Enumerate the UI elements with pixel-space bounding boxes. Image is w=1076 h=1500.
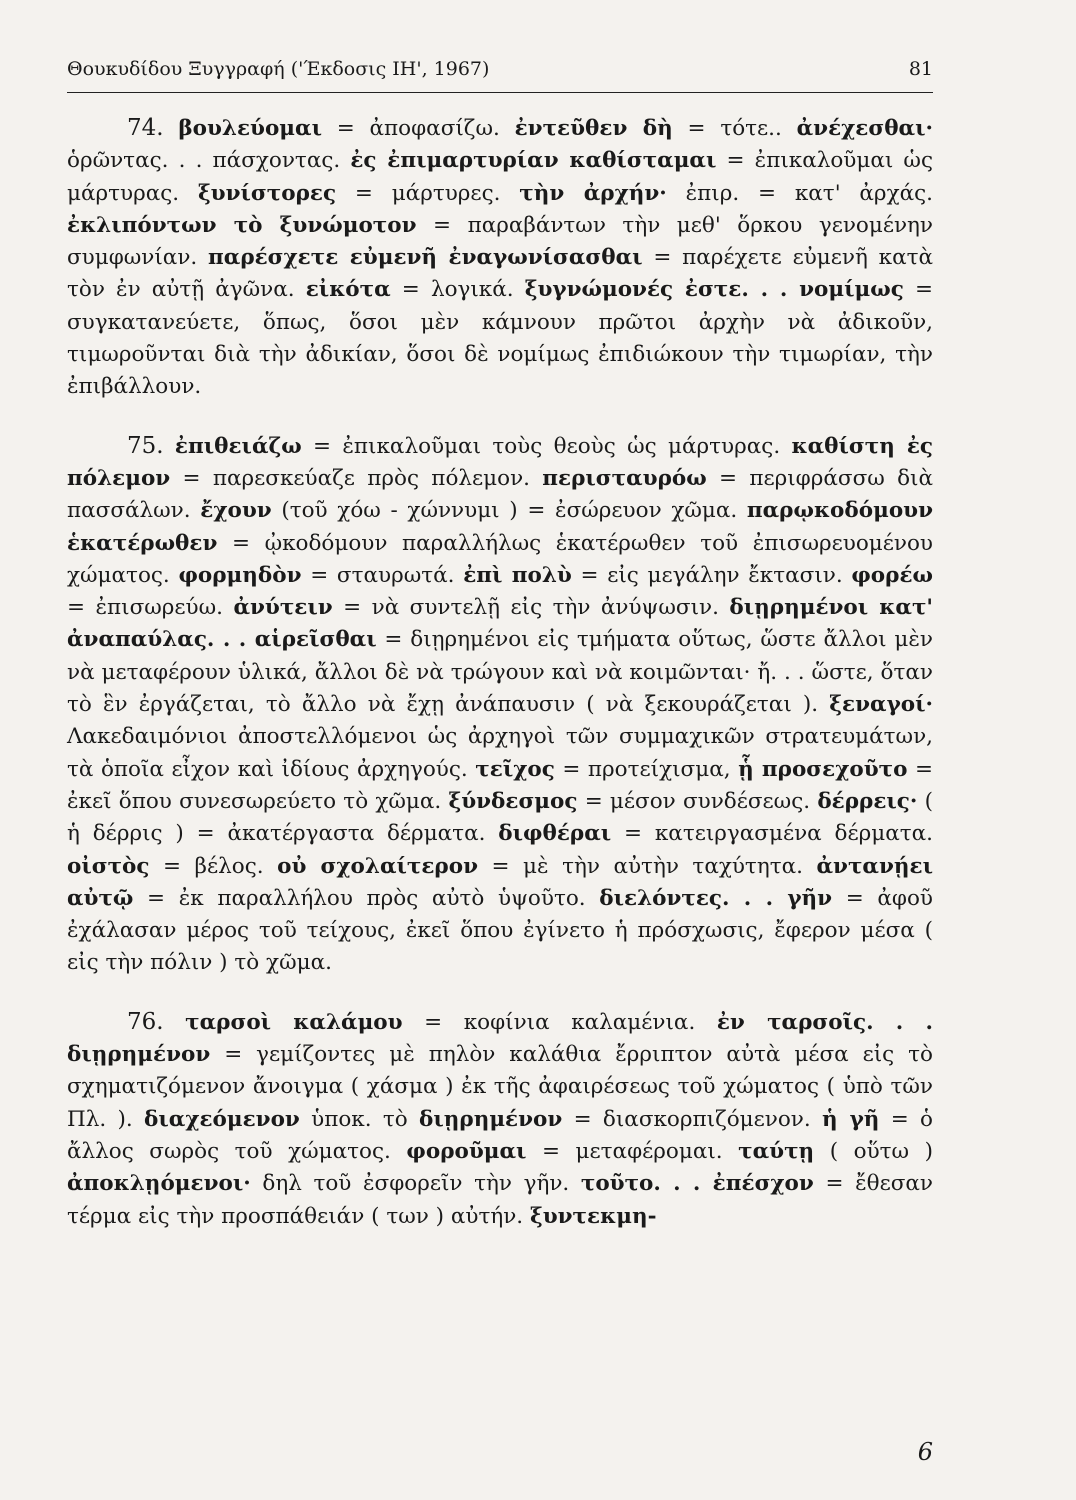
lemma: ἐντεῦθεν δὴ [514, 116, 673, 141]
entry-body [67, 1010, 933, 1229]
lemma: καθίστη ἐς πόλεμον [67, 433, 934, 491]
lemma: ξυνίστορες [197, 180, 337, 206]
lemma: φορμηδὸν [178, 562, 302, 588]
lemma: ἐς ἐπιμαρτυρίαν καθίσταμαι [350, 148, 717, 174]
gloss: = διασκορπιζόμενον. [562, 1106, 823, 1132]
gloss: = ἐκ παραλλήλου πρὸς αὐτὸ ὑψοῦτο. [133, 885, 600, 911]
page-header [67, 58, 933, 80]
gloss: = ὁ ἄλλος σωρὸς τοῦ χώματος. [67, 1106, 933, 1164]
gloss: ( οὕτω ) [814, 1138, 934, 1164]
gloss: = διῃρημένοι εἰς τμήματα οὕτως, ὥστε ἄλλοι μὲν νὰ μεταφέρουν ὑλικά, ἄλλοι δὲ νὰ τρώγουν καὶ νὰ κοιμῶνται· ἤ. . . ὥστε, ὅταν τὸ ἓν ἐργάζεται, τὸ ἄλλο νὰ ἔχῃ ἀνάπαυσιν ( νὰ ξεκουράζεται ). [67, 627, 933, 718]
gloss: = μάρτυρες. [336, 180, 520, 206]
gloss: = μεταφέρομαι. [526, 1138, 739, 1164]
gloss: = παραβάντων τὴν μεθ' ὅρκου γενομένην συμφωνίαν. [67, 212, 933, 271]
gloss [164, 1010, 186, 1035]
entry-74 [67, 112, 933, 404]
lemma: παρέσχετε εὐμενῆ ἐναγωνίσασθαι [208, 245, 643, 271]
lemma: οὐ σχολαίτερον [277, 853, 478, 879]
lemma: ξεναγοί· [829, 692, 933, 718]
lemma: ἐπὶ πολὺ [463, 562, 572, 588]
lemma: ἀνέχεσθαι· [796, 116, 933, 141]
gloss: = συγκατανεύετε, ὅπως, ὅσοι μὲν κάμνουν πρῶτοι ἀρχὴν νὰ ἀδικοῦν, τιμωροῦνται διὰ τὴν ἀδικίαν, ὅσοι δὲ νομίμως ἐπιδιώκουν τὴν τιμωρίαν, τὴν ἐπιβάλλουν. [67, 277, 933, 400]
entry-body [67, 116, 933, 399]
lemma: περισταυρόω [542, 465, 707, 491]
gloss: = σταυρωτά. [301, 562, 464, 588]
page-number: 81 [908, 58, 933, 80]
lemma: διῃρημένον [419, 1106, 563, 1132]
gloss: = κατειργασμένα δέρματα. [611, 821, 933, 847]
gloss: = ἀποφασίζω. [321, 116, 515, 141]
lemma: εἰκότα [305, 277, 391, 303]
gloss: ( ἡ δέρρις ) = ἀκατέργαστα δέρματα. [67, 788, 933, 847]
lemma: ἐπιθειάζω [174, 433, 302, 459]
entry-number: 74. [127, 115, 164, 141]
gloss: = βέλος. [149, 853, 278, 879]
gloss: ὑποκ. τὸ [299, 1106, 420, 1132]
lemma: ξύνδεσμος [448, 788, 578, 814]
entry-number: 76. [127, 1008, 164, 1035]
lemma: τὴν ἀρχήν· [519, 180, 667, 206]
gloss: = ἐπικαλοῦμαι τοὺς θεοὺς ὡς μάρτυρας. [301, 433, 792, 459]
lemma: ἀνύτειν [233, 595, 333, 621]
entry-body [67, 434, 933, 976]
running-title: Θουκυδίδου Ξυγγραφή ('Έκδοσις ΙΗ', 1967) [67, 58, 490, 80]
gloss [164, 434, 175, 459]
gloss [164, 116, 179, 141]
gloss: ἐπιρ. = κατ' ἀρχάς. [666, 180, 933, 206]
gloss: = παρεσκεύαζε πρὸς πόλεμον. [170, 465, 543, 491]
gloss: = εἰς μεγάλην ἔκτασιν. [571, 562, 852, 588]
gloss: = μὲ τὴν αὐτὴν ταχύτητα. [478, 853, 817, 879]
lemma: δέρρεις· [817, 788, 918, 814]
lemma: ἐκλιπόντων τὸ ξυνώμοτον [67, 212, 417, 238]
gloss: = γεμίζοντες μὲ πηλὸν καλάθια ἔρριπτον αὐτὰ μέσα εἰς τὸ σχηματιζόμενον ἄνοιγμα ( χάσμα ) ἐκ τῆς ἀφαιρέσεως τοῦ χώματος ( ὑπὸ τῶν Πλ. ). [67, 1042, 933, 1132]
gloss: (τοῦ χόω - χώννυμι ) = ἐσώρευον χῶμα. [271, 498, 747, 524]
lemma: ἐν ταρσοῖς. . . διῃρημένον [67, 1009, 933, 1068]
gloss: ὁρῶντας. . . πάσχοντας. [67, 148, 351, 174]
lemma: ξυντεκμη- [529, 1203, 657, 1229]
entry-76 [67, 1006, 933, 1233]
gloss: = νὰ συντελῇ εἰς τὴν ἀνύψωσιν. [332, 595, 730, 621]
gloss: = ἐκεῖ ὅπου συνεσωρεύετο τὸ χῶμα. [67, 756, 933, 814]
lemma: ταύτῃ [738, 1138, 815, 1164]
gloss: = προτείχισμα, [554, 756, 739, 782]
gloss: = λογικά. [390, 277, 525, 303]
gloss: = ἀφοῦ ἐχάλασαν μέρος τοῦ τείχους, ἐκεῖ ὅπου ἐγίνετο ἡ πρόσχωσις, ἔφερον μέσα ( εἰς τὴν πόλιν ) τὸ χῶμα. [67, 885, 933, 976]
lemma: διῃρημένοι κατ' ἀναπαύλας. . . αἱρεῖσθαι [67, 595, 933, 653]
lemma: ἡ γῆ [822, 1106, 880, 1132]
lemma: τοῦτο. . . ἐπέσχον [580, 1171, 814, 1197]
lemma: ἀντανῄει αὐτῷ [67, 853, 933, 911]
commentary-text [67, 112, 933, 1233]
lemma: διαχεόμενον [144, 1106, 300, 1132]
gloss: = ἔθεσαν τέρμα εἰς τὴν προσπάθειάν ( των ) αὐτήν. [67, 1171, 933, 1229]
gloss: = τότε.. [672, 116, 797, 141]
lemma: τεῖχος [475, 756, 555, 782]
gloss: = ᾠκοδόμουν παραλλήλως ἑκατέρωθεν τοῦ ἐπισωρευομένου χώματος. [67, 530, 933, 588]
lemma: βουλεύομαι [178, 116, 322, 141]
lemma: παρῳκοδόμουν ἑκατέρωθεν [67, 498, 933, 556]
gloss: = παρέχετε εὐμενῆ κατὰ τὸν ἐν αὐτῇ ἀγῶνα. [67, 245, 934, 303]
entry-number: 75. [127, 432, 164, 459]
gloss: Λακεδαιμόνιοι ἀποστελλόμενοι ὡς ἀρχηγοὶ τῶν συμμαχικῶν στρατευμάτων, τὰ ὁποῖα εἶχον καὶ ἰδίους ἀρχηγούς. [67, 724, 933, 782]
lemma: ξυγνώμονές ἐστε. . . νομίμως [524, 277, 904, 303]
header-rule [67, 92, 933, 93]
lemma: ταρσοὶ καλάμου [185, 1009, 403, 1035]
gloss: δηλ τοῦ ἐσφορεῖν τὴν γῆν. [250, 1171, 581, 1197]
gloss: = μέσον συνδέσεως. [577, 788, 818, 814]
lemma: φορέω [851, 562, 933, 588]
lemma: ἔχουν [200, 498, 272, 524]
gloss: = κοφίνια καλαμένια. [402, 1009, 717, 1035]
gloss: = ἐπικαλοῦμαι ὡς μάρτυρας. [67, 148, 934, 206]
lemma: φοροῦμαι [406, 1138, 527, 1164]
gloss: = περιφράσσω διὰ πασσάλων. [67, 465, 933, 524]
lemma: διφθέραι [498, 821, 612, 847]
lemma: ἀποκλῃόμενοι· [67, 1171, 251, 1197]
lemma: οἰστὸς [67, 853, 150, 879]
signature-mark: 6 [917, 1438, 933, 1466]
lemma: διελόντες. . . γῆν [599, 885, 833, 911]
lemma: ᾗ προσεχοῦτο [738, 756, 908, 782]
entry-75 [67, 430, 933, 980]
gloss: = ἐπισωρεύω. [67, 595, 234, 621]
